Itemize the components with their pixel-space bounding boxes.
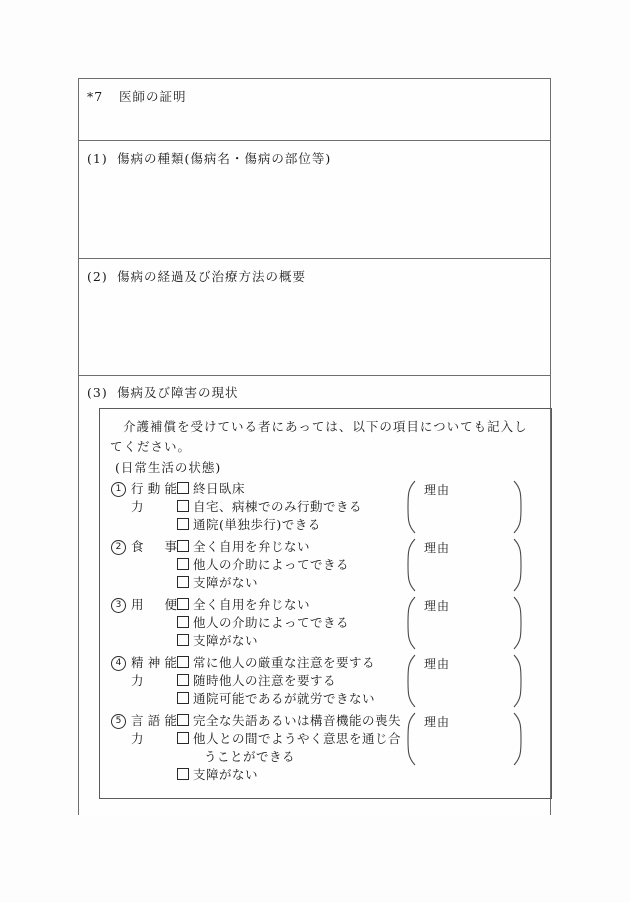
right-paren-icon xyxy=(513,654,523,708)
option-label: 通院(単独歩行)できる xyxy=(193,517,321,532)
item-label: 精神能力 xyxy=(131,655,177,688)
checkbox-icon[interactable] xyxy=(177,500,189,512)
option-row xyxy=(177,730,406,766)
option-label: 随時他人の注意を要する xyxy=(193,673,337,688)
section-heading xyxy=(87,87,542,105)
item-label: 言語能力 xyxy=(131,713,177,746)
section-title: 傷病の経過及び治療方法の概要 xyxy=(117,269,307,284)
right-paren-icon xyxy=(513,538,523,592)
section-injury-type xyxy=(79,141,550,259)
checkbox-icon[interactable] xyxy=(177,692,189,704)
item-options xyxy=(177,480,406,534)
circled-number-icon: 5 xyxy=(111,714,126,729)
item-options xyxy=(177,712,406,784)
section-marker: (2) xyxy=(87,269,108,284)
care-compensation-note: 介護補償を受けている者にあっては、以下の項目についても記入してください。 xyxy=(110,419,528,454)
left-paren-icon xyxy=(406,712,416,766)
checkbox-icon[interactable] xyxy=(177,482,189,494)
checkbox-icon[interactable] xyxy=(177,768,189,780)
section-treatment-summary xyxy=(79,259,550,376)
checkbox-icon[interactable] xyxy=(177,616,189,628)
option-row xyxy=(177,654,406,672)
option-row xyxy=(177,556,406,574)
checkbox-icon[interactable] xyxy=(177,558,189,570)
option-row xyxy=(177,538,406,556)
section-heading xyxy=(87,149,542,167)
checkbox-icon[interactable] xyxy=(177,598,189,610)
reason-field[interactable] xyxy=(406,596,523,650)
item-language-ability xyxy=(110,712,541,784)
checkbox-icon[interactable] xyxy=(177,540,189,552)
option-row xyxy=(177,614,406,632)
reason-field[interactable] xyxy=(406,538,523,592)
circled-number-icon: 4 xyxy=(111,656,126,671)
left-paren-icon xyxy=(406,480,416,534)
option-row xyxy=(177,596,406,614)
checkbox-icon[interactable] xyxy=(177,714,189,726)
circled-number-icon: 3 xyxy=(111,598,126,613)
checkbox-icon[interactable] xyxy=(177,656,189,668)
option-row xyxy=(177,632,406,650)
checkbox-icon[interactable] xyxy=(177,518,189,530)
item-mental-capacity xyxy=(110,654,541,708)
option-label: 常に他人の厳重な注意を要する xyxy=(193,655,376,670)
daily-life-heading: (日常生活の状態) xyxy=(115,460,222,475)
reason-label: 理由 xyxy=(424,599,451,613)
option-row xyxy=(177,766,406,784)
option-label: 他人の介助によってできる xyxy=(193,557,350,572)
left-paren-icon xyxy=(406,596,416,650)
item-options xyxy=(177,596,406,650)
circled-number-icon: 2 xyxy=(111,540,126,555)
checkbox-icon[interactable] xyxy=(177,634,189,646)
option-label: 支障がない xyxy=(193,767,259,782)
section-title: 傷病の種類(傷病名・傷病の部位等) xyxy=(117,151,332,166)
option-row xyxy=(177,498,406,516)
checkbox-icon[interactable] xyxy=(177,732,189,744)
section-marker: (3) xyxy=(87,385,108,400)
reason-label: 理由 xyxy=(424,715,451,729)
option-label: 支障がない xyxy=(193,575,259,590)
option-label: 他人の介助によってできる xyxy=(193,615,350,630)
option-label: 自宅、病棟でのみ行動できる xyxy=(193,499,363,514)
item-label: 用便 xyxy=(131,597,177,612)
section-marker: (1) xyxy=(87,151,108,166)
reason-field[interactable] xyxy=(406,712,523,766)
right-paren-icon xyxy=(513,712,523,766)
option-label: 通院可能であるが就労できない xyxy=(193,691,376,706)
reason-field[interactable] xyxy=(406,480,523,534)
option-label: 支障がない xyxy=(193,633,259,648)
section-current-condition xyxy=(79,376,550,816)
section-title: 傷病及び障害の現状 xyxy=(117,385,239,400)
section-doctor-certification xyxy=(79,79,550,141)
option-label: 完全な失語あるいは構音機能の喪失 xyxy=(193,713,402,728)
option-row xyxy=(177,574,406,592)
right-paren-icon xyxy=(513,480,523,534)
circled-number-icon: 1 xyxy=(111,482,126,497)
section-title: 医師の証明 xyxy=(119,89,187,104)
option-row xyxy=(177,712,406,730)
reason-label: 理由 xyxy=(424,657,451,671)
item-label: 行動能力 xyxy=(131,481,177,514)
option-label: 終日臥床 xyxy=(193,481,246,496)
item-options xyxy=(177,538,406,592)
option-row xyxy=(177,480,406,498)
right-paren-icon xyxy=(513,596,523,650)
item-eating xyxy=(110,538,541,592)
left-paren-icon xyxy=(406,654,416,708)
option-label: 他人との間でようやく意思を通じ合うことができる xyxy=(193,731,402,764)
section-marker: *7 xyxy=(87,89,104,104)
section-heading xyxy=(87,267,542,285)
item-mobility xyxy=(110,480,541,534)
reason-field[interactable] xyxy=(406,654,523,708)
item-toileting xyxy=(110,596,541,650)
reason-label: 理由 xyxy=(424,541,451,555)
left-paren-icon xyxy=(406,538,416,592)
option-row xyxy=(177,672,406,690)
section-heading xyxy=(87,383,542,401)
checkbox-icon[interactable] xyxy=(177,576,189,588)
option-row xyxy=(177,516,406,534)
reason-label: 理由 xyxy=(424,483,451,497)
item-label: 食事 xyxy=(131,539,177,554)
daily-life-items xyxy=(110,480,541,784)
option-row xyxy=(177,690,406,708)
option-label: 全く自用を弁じない xyxy=(193,597,311,612)
item-options xyxy=(177,654,406,708)
option-label: 全く自用を弁じない xyxy=(193,539,311,554)
medical-certificate-form xyxy=(78,78,551,815)
care-compensation-box xyxy=(99,408,552,799)
checkbox-icon[interactable] xyxy=(177,674,189,686)
